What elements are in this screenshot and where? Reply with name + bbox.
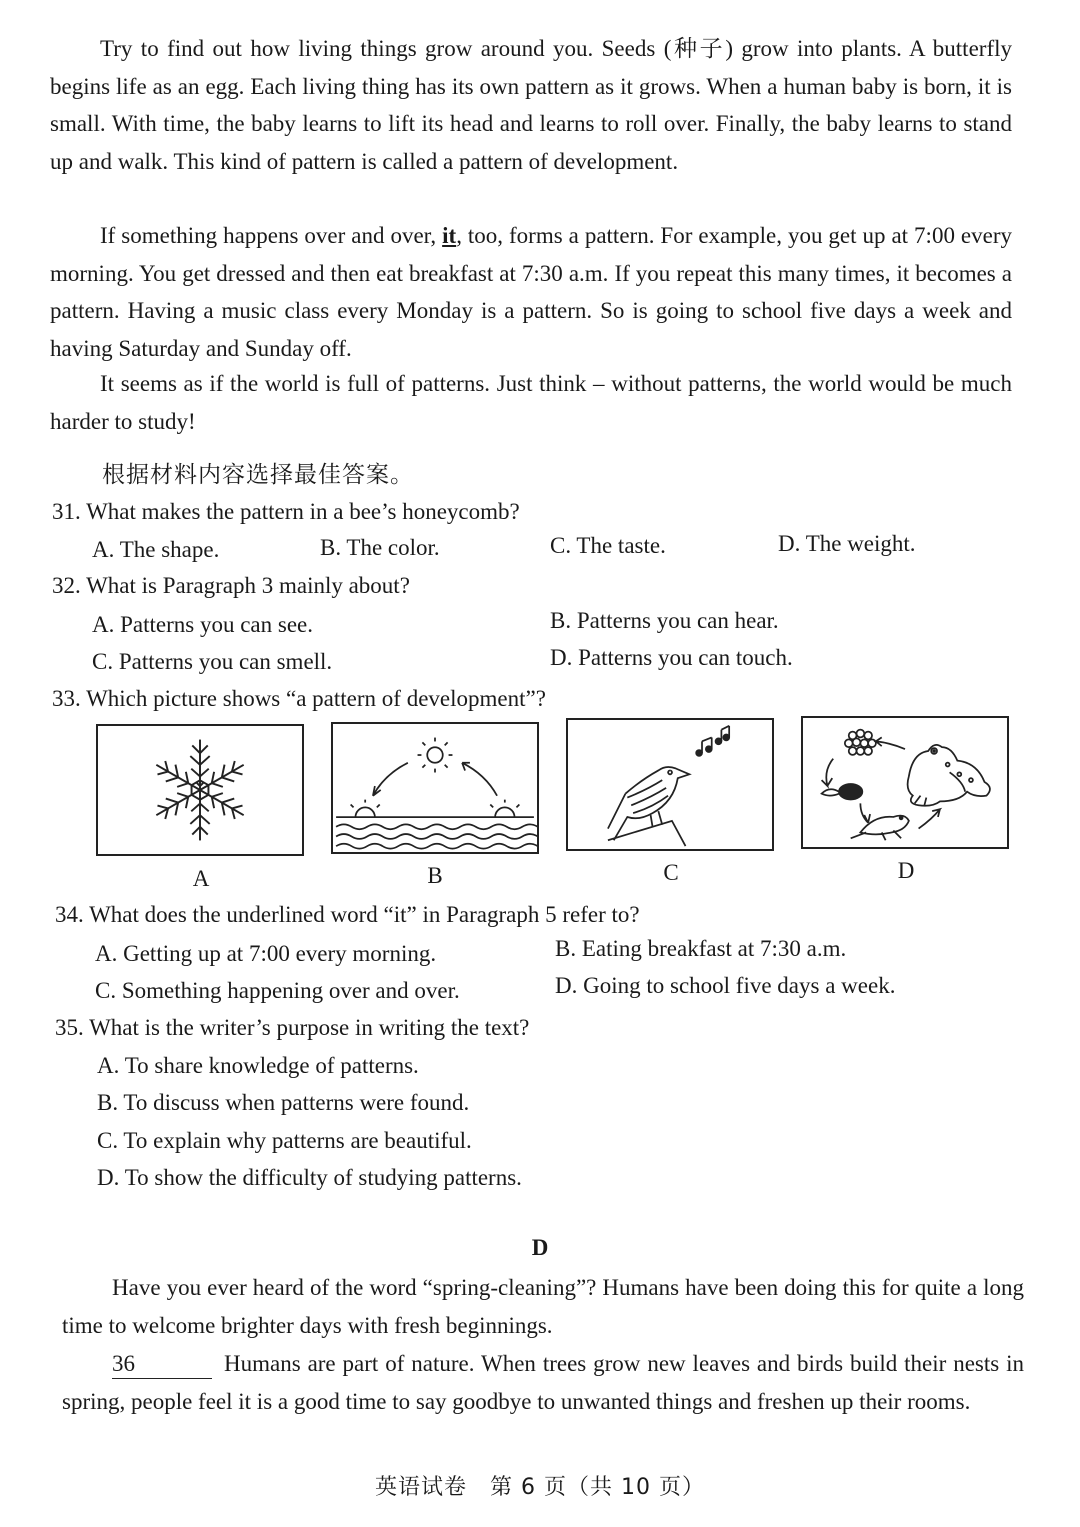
q34-option-d[interactable]: D. Going to school five days a week. <box>555 973 896 998</box>
picture-a[interactable] <box>96 724 304 856</box>
question-35: 35. What is the writer’s purpose in writing the text? <box>55 1015 530 1040</box>
snowflake-icon <box>98 726 302 854</box>
picture-c-label: C <box>663 860 679 885</box>
picture-a-label: A <box>192 866 210 891</box>
q31-option-a[interactable]: A. The shape. <box>92 537 220 562</box>
question-32: 32. What is Paragraph 3 mainly about? <box>52 573 410 598</box>
singing-bird-icon <box>568 720 772 849</box>
paragraph-6-text: It seems as if the world is full of patterns. Just think – without patterns, the world would be much harder to study! <box>50 371 1012 434</box>
paragraph-5 <box>50 217 1012 367</box>
page-footer: 英语试卷 第 6 页（共 10 页） <box>375 1475 705 1500</box>
frog-lifecycle-icon <box>803 718 1007 847</box>
blank-36[interactable]: 36 <box>112 1350 212 1379</box>
paragraph-4 <box>50 30 1012 180</box>
underlined-word-it: it <box>442 223 457 248</box>
q31-option-d[interactable]: D. The weight. <box>778 531 916 556</box>
instruction: 根据材料内容选择最佳答案。 <box>102 462 414 488</box>
q32-option-b[interactable]: B. Patterns you can hear. <box>550 608 779 633</box>
question-34: 34. What does the underlined word “it” in Paragraph 5 refer to? <box>55 902 640 927</box>
section-d-paragraph-1 <box>62 1269 1024 1345</box>
picture-d[interactable] <box>801 716 1009 849</box>
q32-option-a[interactable]: A. Patterns you can see. <box>92 612 313 637</box>
picture-d-label: D <box>897 858 915 883</box>
q31-option-b[interactable]: B. The color. <box>320 535 440 560</box>
q35-option-c[interactable]: C. To explain why patterns are beautiful. <box>97 1128 472 1153</box>
q35-option-b[interactable]: B. To discuss when patterns were found. <box>97 1090 470 1115</box>
section-d-title: D <box>531 1235 549 1260</box>
question-33: 33. Which picture shows “a pattern of development”? <box>52 686 546 711</box>
q34-option-a[interactable]: A. Getting up at 7:00 every morning. <box>95 941 437 966</box>
picture-c[interactable] <box>566 718 774 851</box>
q35-option-d[interactable]: D. To show the difficulty of studying patterns. <box>97 1165 522 1190</box>
picture-b[interactable] <box>331 722 539 854</box>
q31-option-c[interactable]: C. The taste. <box>550 533 666 558</box>
paragraph-4-text: Try to find out how living things grow around you. Seeds (种子) grow into plants. A butterfly begins life as an egg. Each living thing has its own pattern as it grows. When a human baby is born, it is small. With time, the baby learns to lift its head and learns to roll over. Finally, the baby learns to stand up and walk. This kind of pattern is called a pattern of development. <box>50 36 1012 174</box>
section-d-paragraph-2-text: Humans are part of nature. When trees grow new leaves and birds build their nests in spring, people feel it is a good time to say goodbye to unwanted things and freshen up their rooms. <box>62 1351 1024 1414</box>
section-d-paragraph-1-text: Have you ever heard of the word “spring-cleaning”? Humans have been doing this for quite a long time to welcome brighter days with fresh beginnings. <box>62 1275 1024 1338</box>
sun-path-icon <box>333 724 537 852</box>
picture-b-label: B <box>427 863 443 888</box>
paragraph-5-text-before: If something happens over and over, <box>100 223 443 248</box>
paragraph-5-text-after: , too, forms a pattern. For example, you get up at 7:00 every morning. You get dressed and then eat breakfast at 7:30 a.m. If you repeat this many times, it becomes a pattern. Having a music class every Monday is a pattern. So is going to school five days a week and having Saturday and Sunday off. <box>50 223 1012 361</box>
paragraph-6 <box>50 365 1012 440</box>
q34-option-b[interactable]: B. Eating breakfast at 7:30 a.m. <box>555 936 847 961</box>
question-31: 31. What makes the pattern in a bee’s honeycomb? <box>52 499 520 524</box>
q34-option-c[interactable]: C. Something happening over and over. <box>95 978 460 1003</box>
q32-option-d[interactable]: D. Patterns you can touch. <box>550 645 793 670</box>
q35-option-a[interactable]: A. To share knowledge of patterns. <box>97 1053 419 1078</box>
q32-option-c[interactable]: C. Patterns you can smell. <box>92 649 333 674</box>
section-d-paragraph-2 <box>62 1345 1024 1421</box>
